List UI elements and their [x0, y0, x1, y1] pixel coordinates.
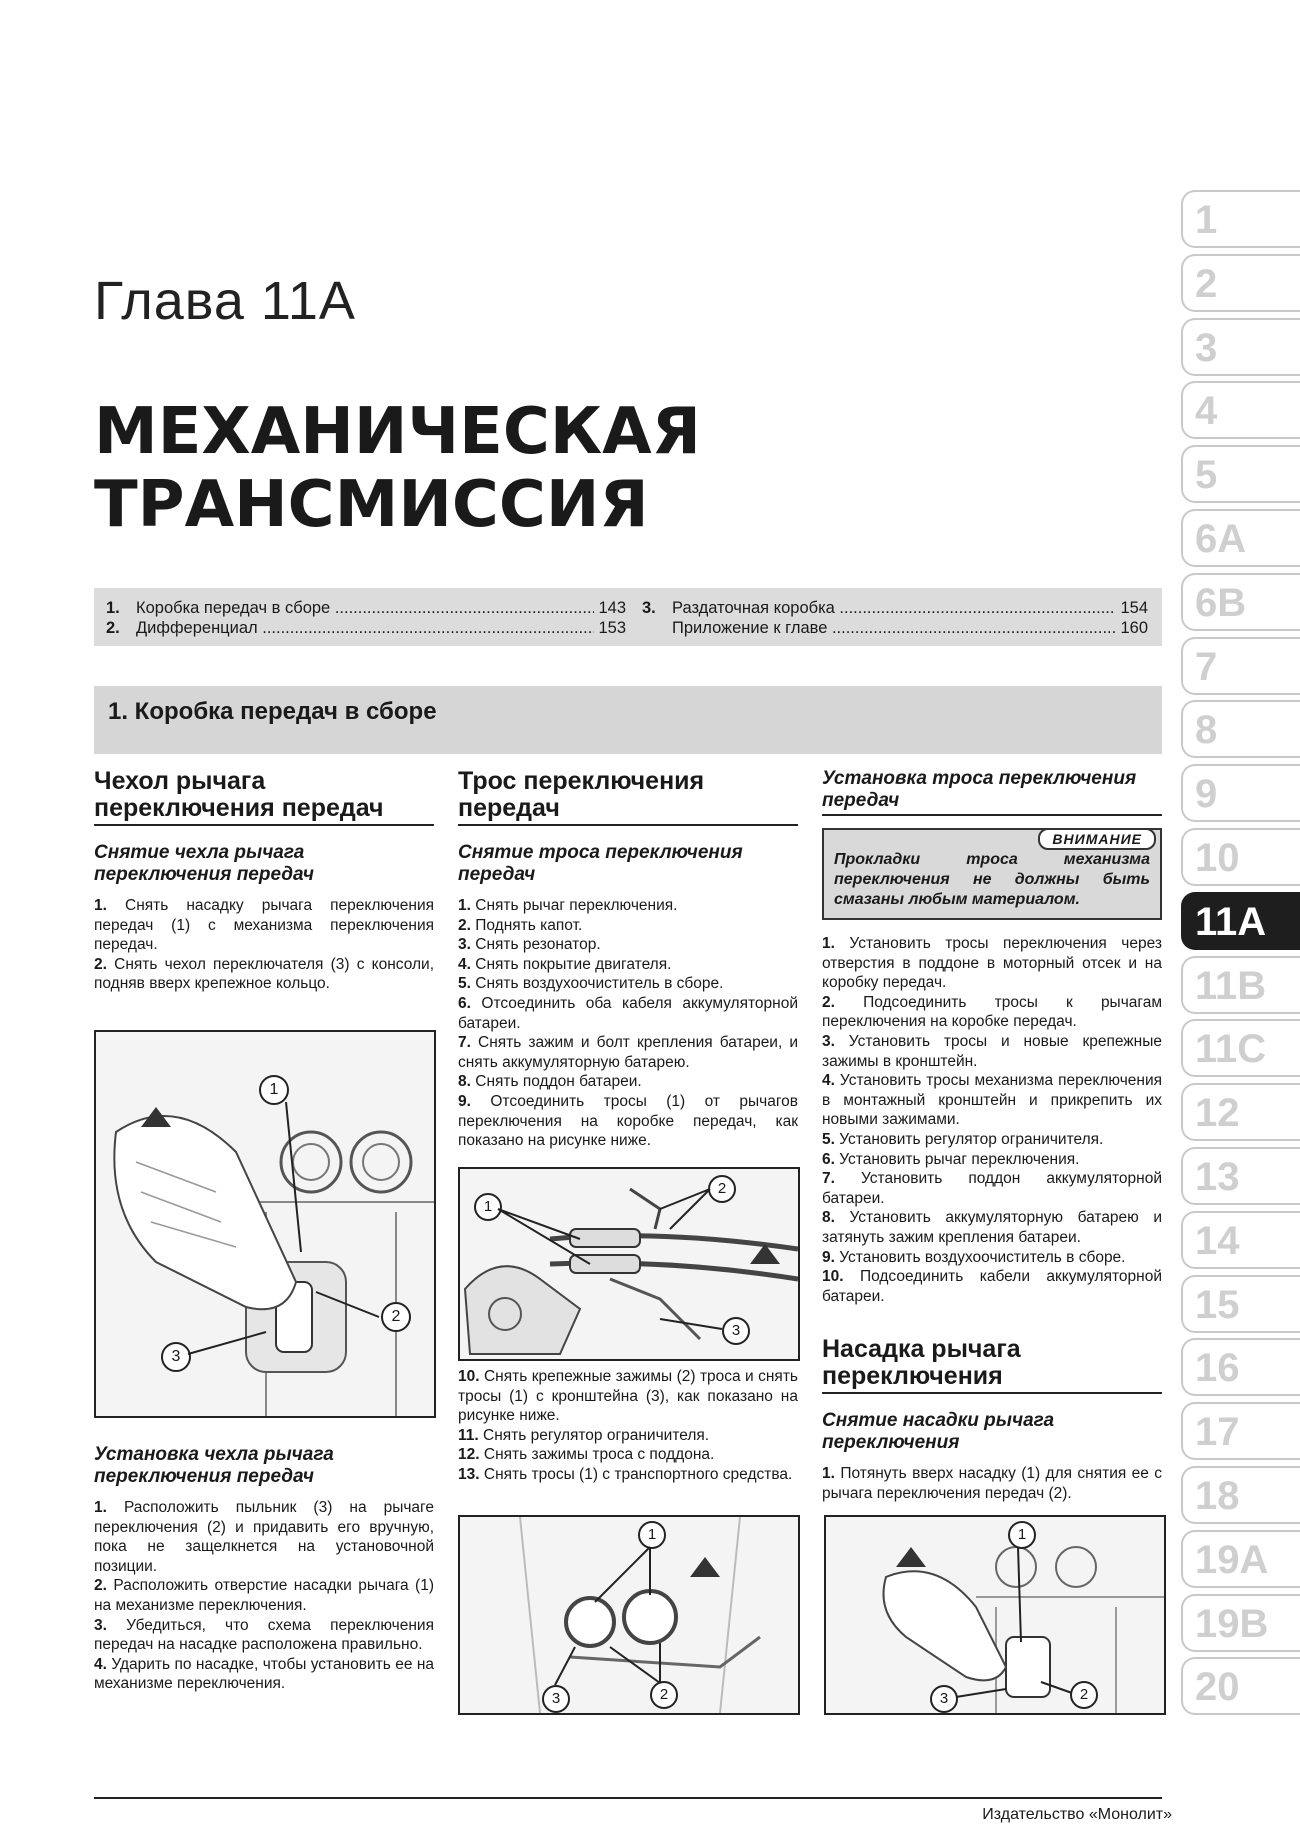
step-item: 11. Снять регулятор ограничителя. [458, 1426, 710, 1444]
step-item: 1. Расположить пыльник (3) на рычаге переключения (2) и придавить его вручную, пока не защелкнется на установочной позиции. [94, 1499, 434, 1575]
chapter-tab-label: 5 [1195, 453, 1218, 498]
callout-2: 2 [708, 1175, 736, 1203]
step-item: 2. Поднять капот. [458, 916, 583, 934]
col3-steps-install [822, 934, 1162, 1306]
chapter-tab-label: 13 [1195, 1155, 1240, 1199]
toc-entry[interactable]: Приложение к главе ..... 160 [642, 618, 1148, 638]
col3-heading: Установка троса переключения передач [822, 768, 1162, 816]
callout-1: 1 [638, 1521, 666, 1549]
chapter-tab-2[interactable] [1181, 254, 1300, 312]
chapter-tab-18[interactable] [1181, 1466, 1300, 1524]
step-item: 2. Подсоединить тросы к рычагам переключения на коробке передач. [822, 993, 1162, 1031]
chapter-tab-11b[interactable] [1181, 956, 1300, 1014]
figure-cable-bracket [458, 1515, 800, 1715]
step-item: 7. Установить поддон аккумуляторной батареи. [822, 1170, 1162, 1207]
step-item: 12. Снять зажимы троса с поддона. [458, 1446, 715, 1464]
publisher-footer: Издательство «Монолит» [982, 1806, 1172, 1823]
callout-1: 1 [474, 1193, 502, 1221]
chapter-tab-6a[interactable] [1181, 509, 1300, 567]
col2-steps-continued [458, 1367, 798, 1485]
chapter-tab-label: 20 [1195, 1665, 1240, 1710]
step-item: 1. Потянуть вверх насадку (1) для снятия ее с рычага переключения передач (2). [822, 1465, 1162, 1502]
chapter-tab-20[interactable] [1181, 1657, 1300, 1715]
callout-2: 2 [1070, 1681, 1098, 1709]
chapter-tab-1[interactable] [1181, 190, 1300, 248]
toc-right-column [642, 598, 1148, 638]
warning-badge: ВНИМАНИЕ [1038, 828, 1156, 850]
callout-3: 3 [930, 1685, 958, 1713]
warning-note [822, 828, 1162, 920]
column-1 [94, 768, 434, 994]
col1-subheading-install: Установка чехла рычага переключения передач [94, 1444, 334, 1487]
table-of-contents [94, 588, 1162, 646]
col2-subheading-removal: Снятие троса переключения передач [458, 842, 743, 885]
step-item: 10. Снять крепежные зажимы (2) троса и снять тросы (1) с кронштейна (3), как показано на рисунке ниже. [458, 1368, 798, 1425]
chapter-tab-label: 12 [1195, 1091, 1240, 1136]
col2-heading: Трос переключения передач [458, 768, 798, 826]
step-item: 9. Отсоединить тросы (1) от рычагов переключения на коробке передач, как показано на рисунке ниже. [458, 1092, 798, 1150]
chapter-tab-label: 6A [1195, 517, 1247, 561]
footer-divider [94, 1797, 1162, 1799]
step-item: 4. Снять покрытие двигателя. [458, 955, 672, 973]
step-item: 8. Установить аккумуляторную батарею и затянуть зажим крепления батареи. [822, 1209, 1162, 1246]
section-title: 1. Коробка передач в сборе [108, 698, 437, 725]
chapter-tab-label: 9 [1195, 772, 1218, 817]
chapter-tab-19b[interactable] [1181, 1594, 1300, 1652]
chapter-tab-label: 1 [1195, 198, 1218, 242]
figure-cable-disconnect [458, 1167, 800, 1361]
chapter-title [94, 396, 701, 542]
col1-heading: Чехол рычага переключения передач [94, 768, 434, 826]
callout-3: 3 [542, 1685, 570, 1713]
step-item: 7. Снять зажим и болт крепления батареи, и снять аккумуляторную батарею. [458, 1034, 798, 1071]
figure-leader-lines [460, 1517, 798, 1713]
chapter-tab-14[interactable] [1181, 1211, 1300, 1269]
warning-text: Прокладки троса механизма переключения не должны быть смазаны любым материалом. [834, 851, 1150, 908]
chapter-tab-label: 16 [1195, 1346, 1240, 1391]
chapter-tab-label: 11C [1195, 1027, 1267, 1072]
col1-steps-removal [94, 896, 434, 994]
chapter-tab-label: 3 [1195, 325, 1218, 370]
chapter-tab-10[interactable] [1181, 828, 1300, 886]
chapter-tab-label: 15 [1195, 1282, 1240, 1327]
callout-3: 3 [161, 1342, 191, 1372]
step-item: 3. Установить тросы и новые крепежные зажимы в кронштейн. [822, 1032, 1162, 1070]
step-item: 4. Ударить по насадке, чтобы установить ее на механизме переключения. [94, 1655, 435, 1693]
col3-steps-removal [822, 1464, 1162, 1503]
chapter-tab-5[interactable] [1181, 445, 1300, 503]
chapter-tab-8[interactable] [1181, 700, 1300, 758]
step-item: 5. Снять воздухоочиститель в сборе. [458, 975, 724, 993]
chapter-tab-4[interactable] [1181, 381, 1300, 439]
figure-leader-lines [96, 1032, 434, 1416]
chapter-tab-11a[interactable] [1181, 892, 1300, 950]
chapter-tab-label: 2 [1195, 261, 1218, 306]
toc-left-column [106, 598, 626, 638]
col2-steps-removal [458, 896, 798, 1151]
column-3 [822, 768, 1162, 1503]
chapter-tab-7[interactable] [1181, 637, 1300, 695]
step-item: 8. Снять поддон батареи. [458, 1073, 642, 1091]
chapter-number: Глава 11А [94, 271, 356, 331]
col3-heading2: Насадка рычага переключения [822, 1336, 1162, 1394]
chapter-tab-12[interactable] [1181, 1083, 1300, 1141]
chapter-tab-13[interactable] [1181, 1147, 1300, 1205]
figure-leader-lines [826, 1517, 1164, 1713]
chapter-tab-label: 19B [1195, 1601, 1269, 1646]
chapter-tab-label: 4 [1195, 389, 1218, 434]
chapter-tab-label: 6B [1195, 580, 1247, 625]
chapter-tab-9[interactable] [1181, 764, 1300, 822]
step-item: 5. Установить регулятор ограничителя. [822, 1130, 1104, 1148]
chapter-tab-label: 11B [1195, 963, 1267, 1008]
column-2-continued [458, 1367, 798, 1485]
step-item: 1. Снять насадку рычага переключения передач (1) с механизма переключения передач. [94, 897, 435, 954]
chapter-tab-label: 11A [1195, 899, 1267, 944]
section-header [94, 686, 1162, 754]
chapter-tab-3[interactable] [1181, 318, 1300, 376]
column-2 [458, 768, 798, 1151]
step-item: 4. Установить тросы механизма переключения в монтажный кронштейн и прикрепить их новыми зажимами. [822, 1072, 1162, 1129]
step-item: 9. Установить воздухоочиститель в сборе. [822, 1248, 1126, 1266]
figure-shift-boot-removal [94, 1030, 436, 1418]
chapter-tab-6b[interactable] [1181, 573, 1300, 631]
col3-subheading-removal: Снятие насадки рычага переключения [822, 1410, 1055, 1454]
chapter-tab-label: 8 [1195, 708, 1218, 753]
step-item: 13. Снять тросы (1) с транспортного средства. [458, 1465, 793, 1483]
callout-2: 2 [650, 1681, 678, 1709]
chapter-tab-16[interactable] [1181, 1338, 1300, 1396]
callout-1: 1 [1008, 1521, 1036, 1549]
chapter-tab-11c[interactable] [1181, 1019, 1300, 1077]
chapter-tab-17[interactable] [1181, 1402, 1300, 1460]
chapter-tab-label: 19A [1195, 1537, 1269, 1582]
callout-2: 2 [381, 1302, 411, 1332]
step-item: 3. Убедиться, что схема переключения передач на насадке расположена правильно. [94, 1616, 434, 1654]
column-1-install [94, 1444, 434, 1694]
figure-leader-lines [460, 1169, 798, 1359]
step-item: 6. Установить рычаг переключения. [822, 1150, 1080, 1168]
chapter-tab-15[interactable] [1181, 1275, 1300, 1333]
chapter-title-line1: МЕХАНИЧЕСКАЯ [94, 395, 701, 469]
col1-subheading-removal: Снятие чехла рычага переключения передач [94, 842, 314, 885]
callout-3: 3 [722, 1317, 750, 1345]
step-item: 10. Подсоединить кабели аккумуляторной батареи. [822, 1268, 1162, 1305]
chapter-tab-19a[interactable] [1181, 1530, 1300, 1588]
chapter-title-line2: ТРАНСМИССИЯ [94, 468, 649, 542]
chapter-tab-label: 10 [1195, 836, 1240, 880]
chapter-tab-label: 17 [1195, 1410, 1240, 1455]
step-item: 3. Снять резонатор. [458, 936, 601, 954]
toc-entry[interactable]: 2. Дифференциал ..... 153 [106, 618, 626, 638]
callout-1: 1 [259, 1075, 289, 1105]
chapter-tab-label: 14 [1195, 1218, 1240, 1263]
toc-entry[interactable]: 3. Раздаточная коробка ..... 154 [642, 598, 1148, 618]
step-item: 1. Установить тросы переключения через отверстия в поддоне в моторный отсек и на коробку передач. [822, 935, 1162, 992]
toc-entry[interactable]: 1. Коробка передач в сборе ..... 143 [106, 598, 626, 618]
step-item: 2. Расположить отверстие насадки рычага (1) на механизме переключения. [94, 1577, 434, 1614]
step-item: 1. Снять рычаг переключения. [458, 897, 678, 914]
chapter-tab-label: 7 [1195, 644, 1218, 689]
step-item: 6. Отсоединить оба кабеля аккумуляторной батареи. [458, 994, 798, 1032]
col1-steps-install [94, 1498, 434, 1694]
step-item: 2. Снять чехол переключателя (3) с консоли, подняв вверх крепежное кольцо. [94, 955, 434, 993]
figure-knob-removal [824, 1515, 1166, 1715]
chapter-tab-label: 18 [1195, 1474, 1240, 1518]
